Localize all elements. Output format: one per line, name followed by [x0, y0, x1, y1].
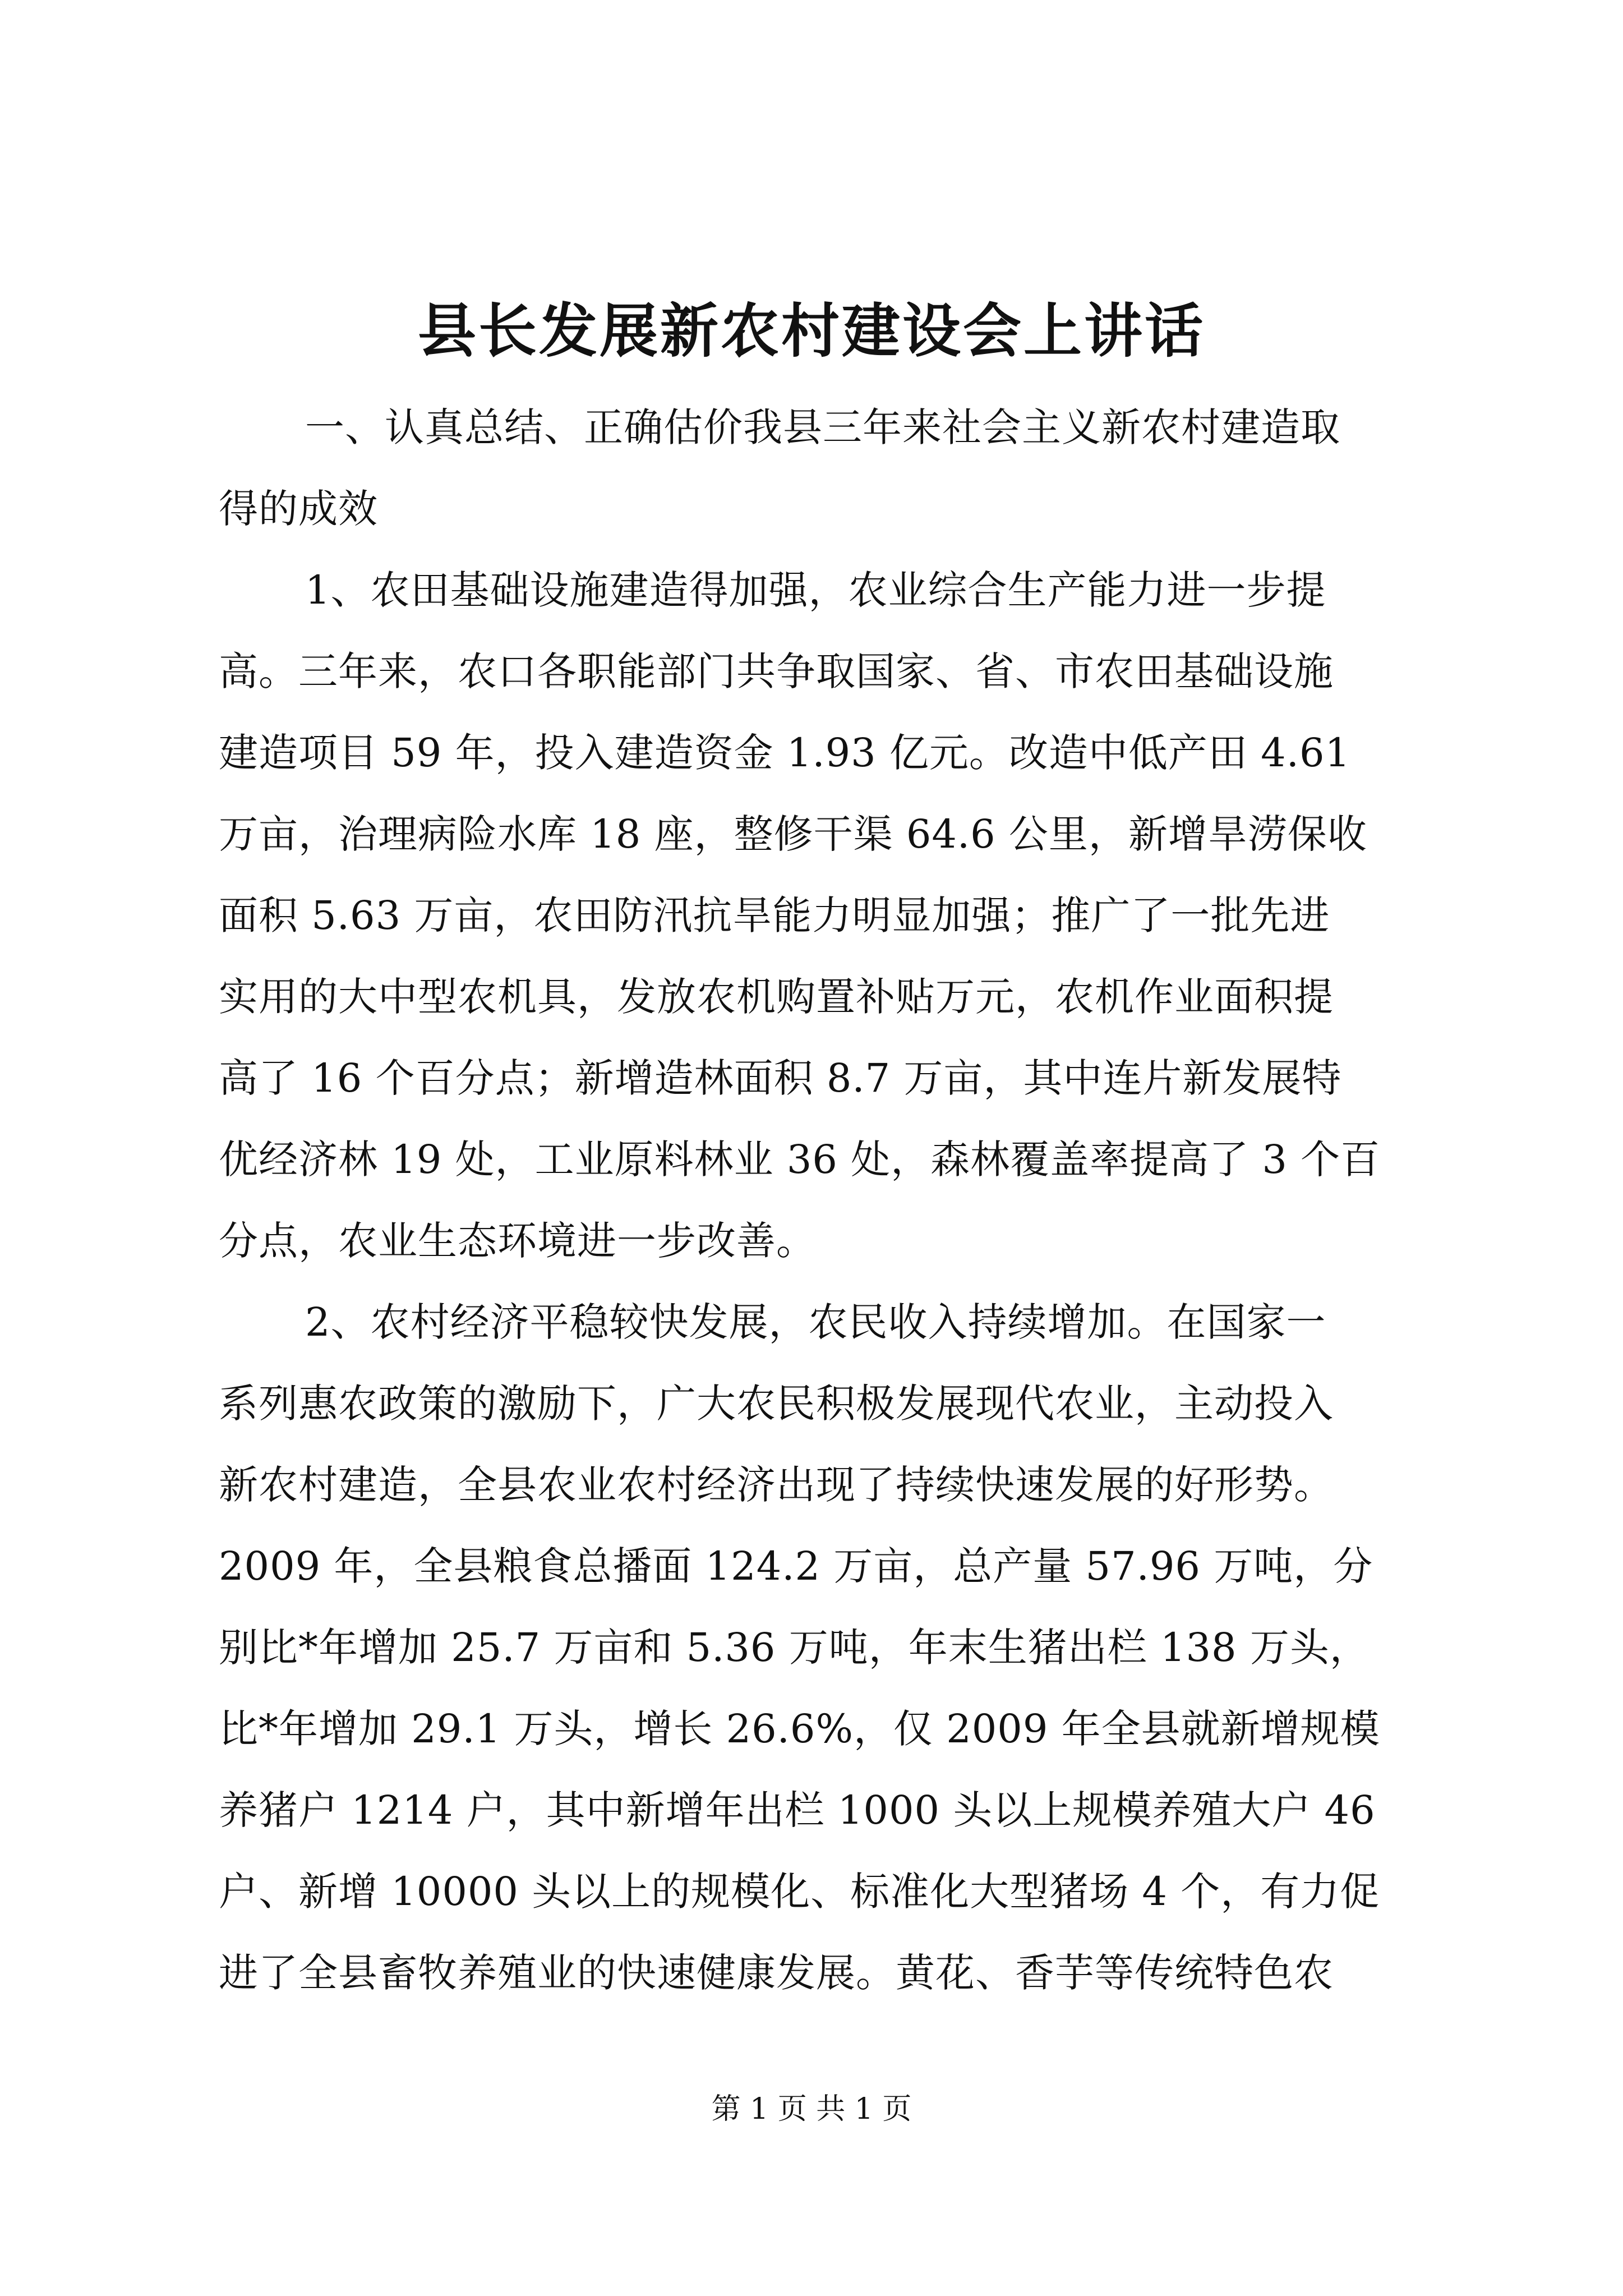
paragraph-line: 得的成效: [219, 486, 378, 532]
paragraph-line: 养猪户 1214 户，其中新增年出栏 1000 头以上规模养殖大户 46: [219, 1787, 1376, 1833]
paragraph-line: 面积 5.63 万亩，农田防汛抗旱能力明显加强；推广了一批先进: [219, 892, 1330, 938]
paragraph-line: 2、农村经济平稳较快发展，农民收入持续增加。在国家一: [305, 1299, 1326, 1345]
paragraph-line: 分点，农业生态环境进一步改善。: [219, 1218, 816, 1264]
page-title: 县长发展新农村建设会上讲话: [417, 296, 1205, 365]
paragraph-line: 实用的大中型农机具，发放农机购置补贴万元，农机作业面积提: [219, 974, 1334, 1020]
paragraph-line: 系列惠农政策的激励下，广大农民积极发展现代农业，主动投入: [219, 1381, 1334, 1427]
paragraph-line: 优经济林 19 处，工业原料林业 36 处，森林覆盖率提高了 3 个百: [219, 1137, 1381, 1182]
paragraph-line: 高。三年来，农口各职能部门共争取国家、省、市农田基础设施: [219, 648, 1334, 694]
paragraph-line: 新农村建造，全县农业农村经济出现了持续快速发展的好形势。: [219, 1462, 1334, 1508]
paragraph-line: 进了全县畜牧养殖业的快速健康发展。黄花、香芋等传统特色农: [219, 1950, 1334, 1996]
paragraph-line: 比*年增加 29.1 万头，增长 26.6%，仅 2009 年全县就新增规模: [219, 1706, 1380, 1752]
page-footer: 第 1 页 共 1 页: [711, 2092, 912, 2126]
paragraph-line: 1、农田基础设施建造得加强，农业综合生产能力进一步提: [305, 567, 1326, 613]
paragraph-line: 别比*年增加 25.7 万亩和 5.36 万吨，年末生猪出栏 138 万头，: [219, 1625, 1370, 1671]
paragraph-line: 一、认真总结、正确估价我县三年来社会主义新农村建造取: [305, 404, 1340, 450]
paragraph-line: 建造项目 59 年，投入建造资金 1.93 亿元。改造中低产田 4.61: [219, 730, 1351, 776]
document-body: [219, 387, 1408, 2014]
paragraph-line: 2009 年，全县粮食总播面 124.2 万亩，总产量 57.96 万吨，分: [219, 1543, 1373, 1589]
paragraph-line: 户、新增 10000 头以上的规模化、标准化大型猪场 4 个，有力促: [219, 1869, 1380, 1915]
paragraph-line: 高了 16 个百分点；新增造林面积 8.7 万亩，其中连片新发展特: [219, 1055, 1342, 1101]
paragraph-line: 万亩，治理病险水库 18 座，整修干渠 64.6 公里，新增旱涝保收: [219, 811, 1367, 857]
